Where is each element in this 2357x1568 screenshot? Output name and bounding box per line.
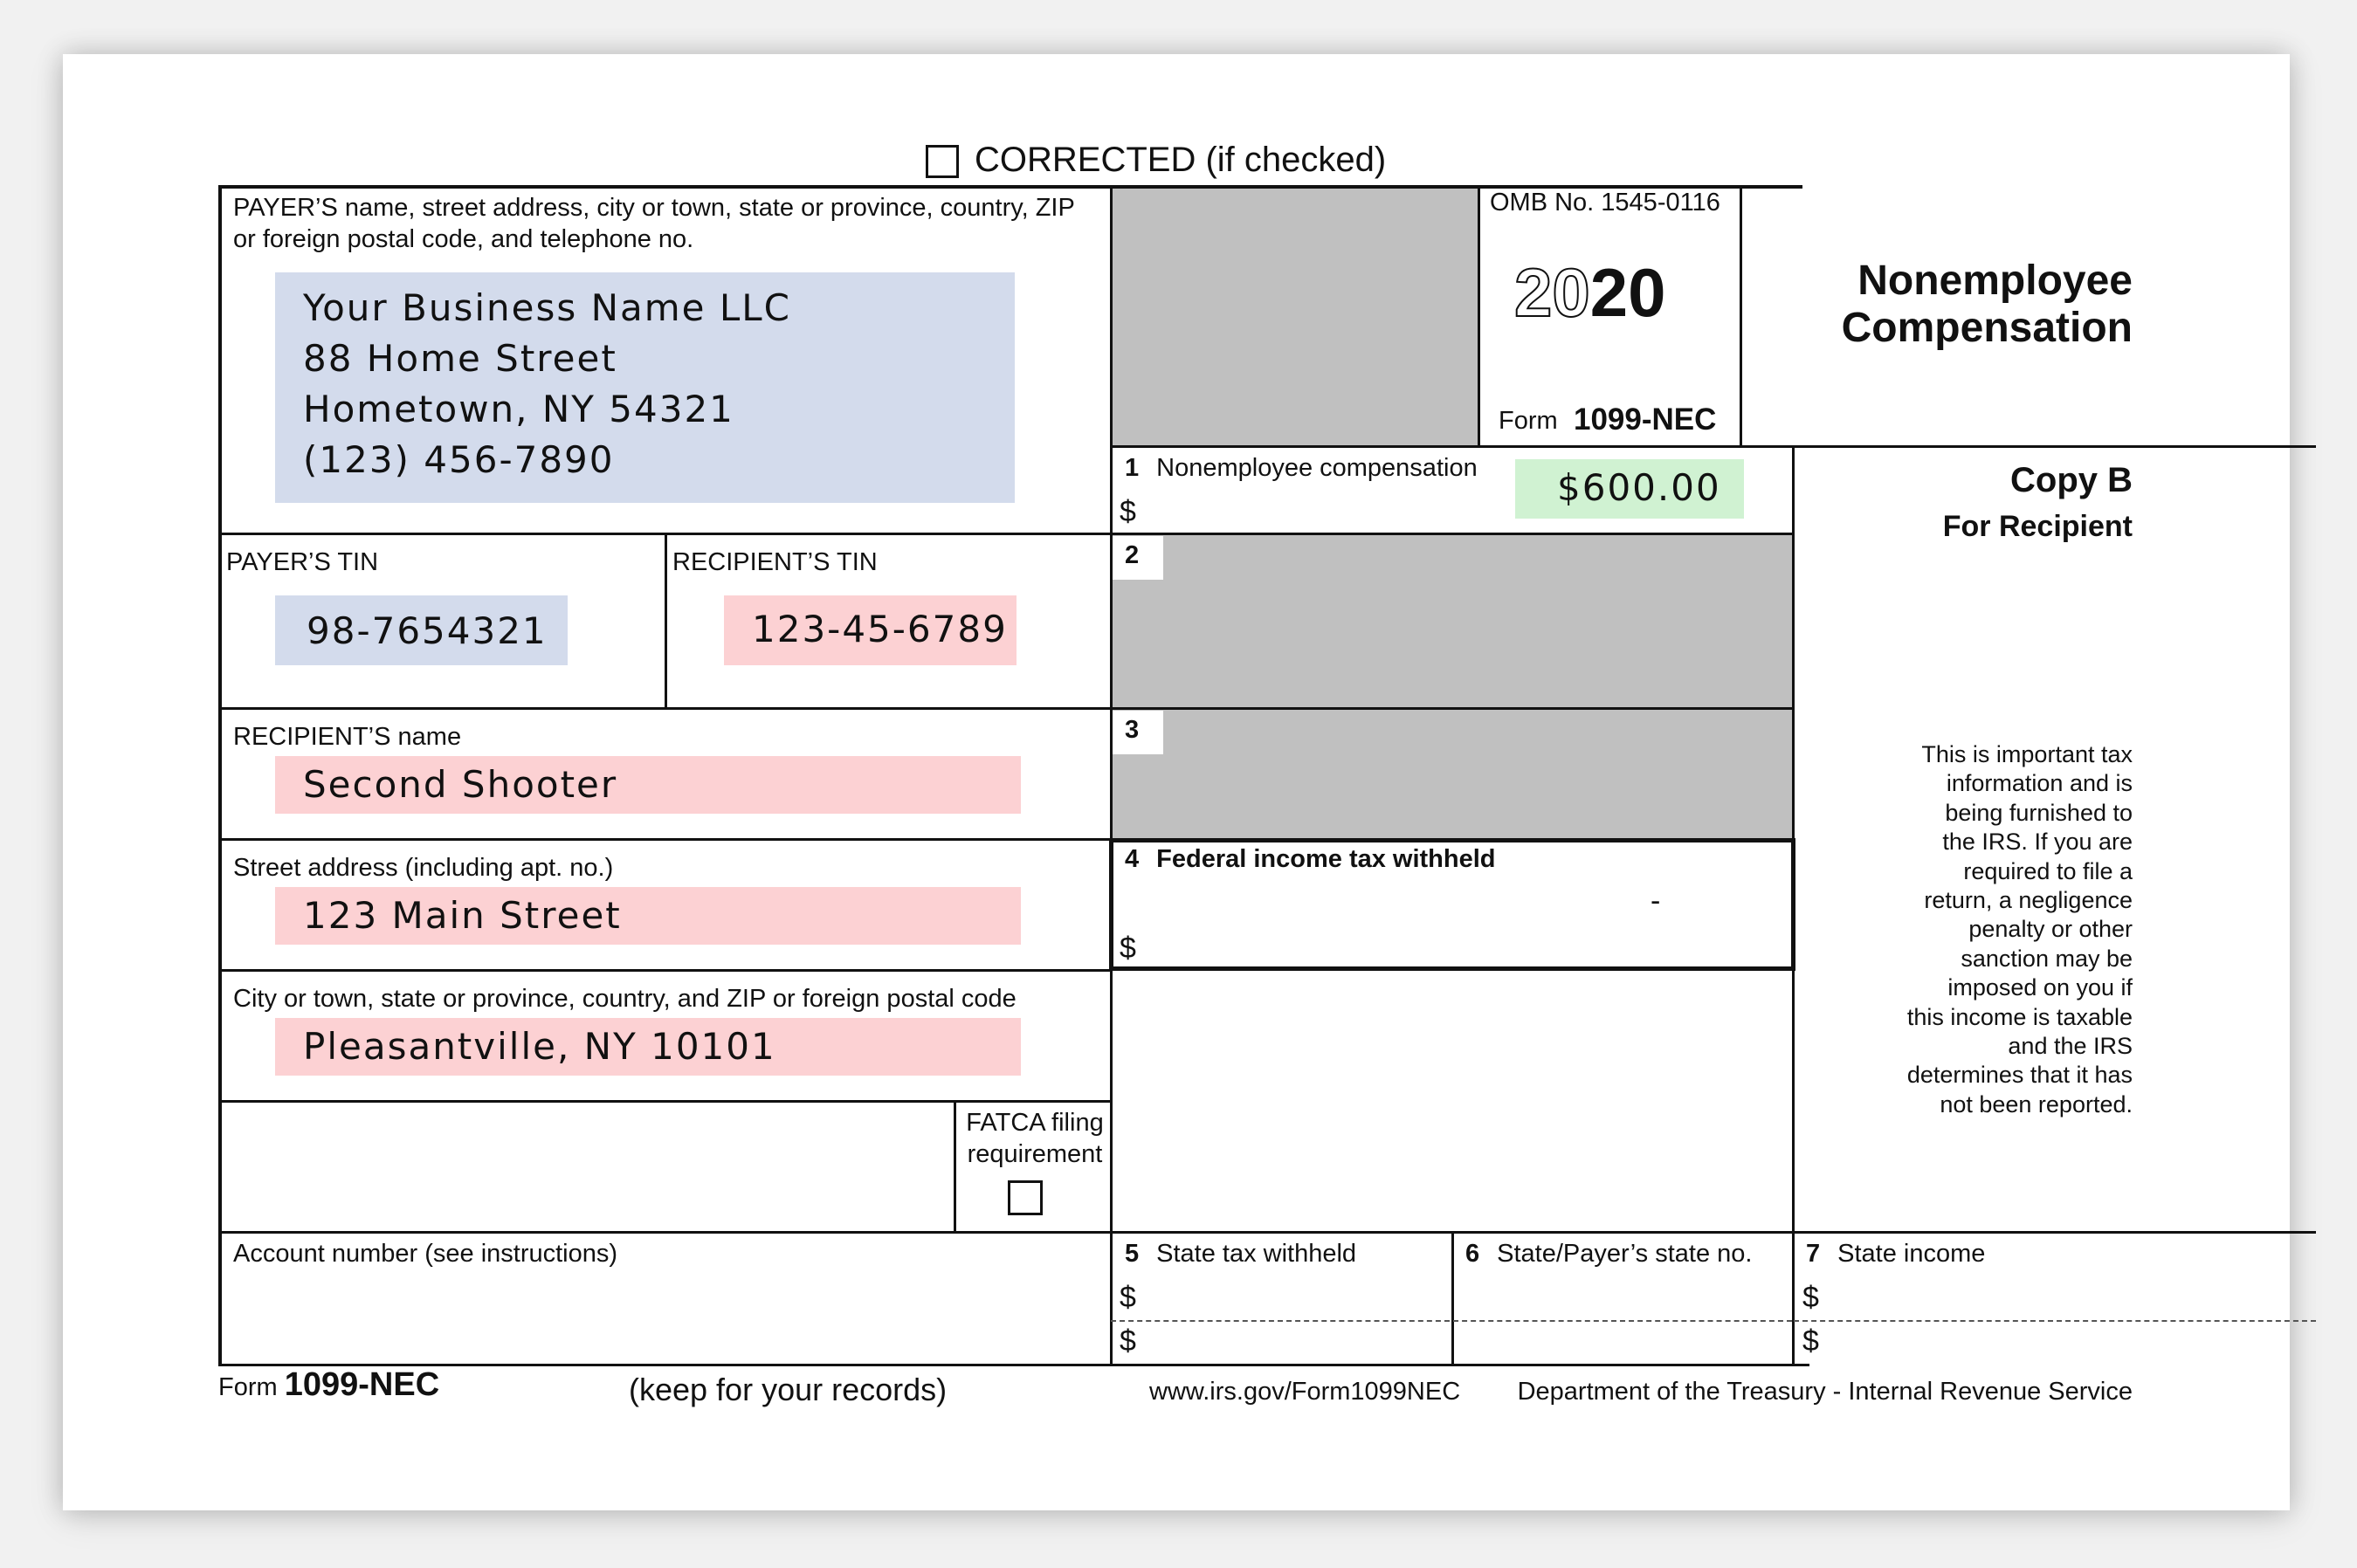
notice-line: determines that it has (1906, 1062, 2133, 1089)
footer-form-number: 1099-NEC (284, 1366, 440, 1403)
payer-label-line1: PAYER’S name, street address, city or town, state or province, country, ZIP (233, 194, 1075, 222)
copy-subtitle: For Recipient (1942, 510, 2133, 543)
box-5-text: State tax withheld (1156, 1240, 1357, 1268)
payer-label-line2: or foreign postal code, and telephone no. (233, 225, 694, 253)
box-2-number: 2 (1125, 541, 1140, 569)
corrected-checkbox[interactable] (926, 145, 959, 178)
border-left (218, 185, 222, 1365)
street-field[interactable] (275, 887, 1021, 945)
footer-form-word: Form (218, 1373, 278, 1401)
divider-year-left (1478, 185, 1480, 447)
notice-line: this income is taxable (1906, 1003, 2133, 1030)
tax-year-outline: 20 (1514, 254, 1590, 331)
payer-info-field[interactable] (275, 272, 1015, 503)
box-1-number: 1 (1125, 454, 1140, 482)
recipient-notice (1818, 740, 2133, 1119)
box-5-dollar-1: $ (1120, 1281, 1136, 1314)
fatca-label-line1: FATCA filing (966, 1109, 1104, 1137)
line-name-bottom (218, 838, 1111, 841)
line-street-bottom (218, 969, 1111, 972)
line-fatca-bottom (218, 1231, 1111, 1234)
form-title-line1: Nonemployee (1857, 258, 2133, 304)
shaded-box-3 (1111, 709, 1792, 840)
notice-line: imposed on you if (1947, 974, 2133, 1001)
box-1-text: Nonemployee compensation (1156, 454, 1478, 482)
payer-tin-label: PAYER’S TIN (226, 548, 379, 576)
corrected-label: CORRECTED (if checked) (975, 141, 1387, 179)
box-5-dollar-2: $ (1120, 1324, 1136, 1358)
box-7-number: 7 (1806, 1240, 1821, 1268)
box-1-dollar: $ (1120, 495, 1136, 528)
recipient-tin-label: RECIPIENT’S TIN (672, 548, 878, 576)
box-6-text: State/Payer’s state no. (1497, 1240, 1753, 1268)
box-4-label (1125, 843, 1496, 875)
account-label: Account number (see instructions) (233, 1240, 618, 1268)
recipient-name-value: Second Shooter (303, 763, 618, 806)
notice-line: return, a negligence (1924, 887, 2133, 914)
fatca-checkbox[interactable] (1008, 1180, 1043, 1215)
box-4-number: 4 (1125, 845, 1140, 873)
notice-line: not been reported. (1940, 1090, 2133, 1118)
divider-box6 (1451, 1231, 1454, 1365)
recipient-name-field[interactable] (275, 756, 1021, 814)
dashed-line-state-left (1111, 1320, 1792, 1322)
street-value: 123 Main Street (303, 894, 622, 937)
line-year-bottom (1111, 445, 2316, 448)
notice-line: penalty or other (1968, 916, 2133, 943)
fatca-label-line2: requirement (967, 1140, 1103, 1168)
box-5-number: 5 (1125, 1240, 1140, 1268)
footer-department: Department of the Treasury - Internal Revenue Service (1517, 1378, 2133, 1406)
city-value: Pleasantville, NY 10101 (303, 1025, 776, 1068)
recipient-tin-value: 123-45-6789 (752, 608, 1008, 650)
shaded-box-2 (1111, 534, 1792, 709)
tax-year (1514, 255, 1666, 330)
box-1-label (1125, 452, 1478, 484)
line-box2-bottom (1111, 707, 1794, 710)
form-title-line2: Compensation (1841, 305, 2133, 351)
box-1-value: $600.00 (1557, 466, 1721, 509)
footer-url[interactable]: www.irs.gov/Form1099NEC (1149, 1378, 1461, 1406)
footer-keep: (keep for your records) (629, 1372, 948, 1407)
year-form-number: 1099-NEC (1574, 402, 1717, 437)
line-box1-bottom (1111, 533, 1794, 535)
box-7-dollar-1: $ (1802, 1281, 1819, 1314)
box-7-text: State income (1837, 1240, 1986, 1268)
notice-line: information and is (1946, 770, 2133, 797)
recipient-tin-field[interactable] (724, 595, 1017, 665)
box-4-dollar: $ (1120, 932, 1136, 965)
notice-line: being furnished to (1945, 799, 2133, 826)
city-label: City or town, state or province, country, and ZIP or foreign postal code (233, 985, 1017, 1013)
line-city-bottom (218, 1100, 1111, 1103)
box-1-field[interactable] (1515, 459, 1744, 519)
notice-line: sanction may be (1961, 945, 2133, 972)
payer-line-name: Your Business Name LLC (303, 286, 791, 329)
payer-line-street: 88 Home Street (303, 337, 617, 380)
dashed-line-state-right (1794, 1320, 2316, 1322)
payer-line-city: Hometown, NY 54321 (303, 388, 734, 430)
notice-line: This is important tax (1921, 741, 2133, 767)
box-6-label (1465, 1238, 1752, 1269)
divider-tin (665, 533, 667, 709)
year-form-word: Form (1499, 407, 1558, 435)
tax-year-bold: 20 (1589, 254, 1666, 331)
box-7-label (1806, 1238, 1985, 1269)
border-bottom (218, 1364, 1809, 1366)
box-4-value[interactable]: - (1651, 884, 1661, 918)
border-year-right (1740, 185, 1742, 447)
line-state-top (1111, 1231, 2316, 1234)
omb-number: OMB No. 1545-0116 (1490, 189, 1720, 217)
payer-tin-field[interactable] (275, 595, 568, 665)
shaded-block-top (1111, 187, 1478, 447)
notice-line: the IRS. If you are (1942, 829, 2133, 856)
form-1099-nec-page (63, 54, 2290, 1510)
divider-middle (1110, 185, 1113, 1365)
notice-line: and the IRS (2008, 1033, 2133, 1060)
copy-title: Copy B (2010, 461, 2133, 499)
payer-tin-value: 98-7654321 (307, 609, 548, 652)
notice-line: required to file a (1963, 857, 2133, 884)
footer-form-id (218, 1366, 440, 1403)
recipient-name-label: RECIPIENT’S name (233, 723, 462, 751)
street-label: Street address (including apt. no.) (233, 854, 614, 882)
box-4-text: Federal income tax withheld (1156, 845, 1496, 873)
box-7-dollar-2: $ (1802, 1324, 1819, 1358)
box-3-number: 3 (1125, 716, 1140, 744)
box-5-label (1125, 1238, 1356, 1269)
payer-line-phone: (123) 456-7890 (303, 438, 615, 481)
divider-fatca (954, 1100, 956, 1233)
city-field[interactable] (275, 1018, 1021, 1076)
box-6-number: 6 (1465, 1240, 1480, 1268)
